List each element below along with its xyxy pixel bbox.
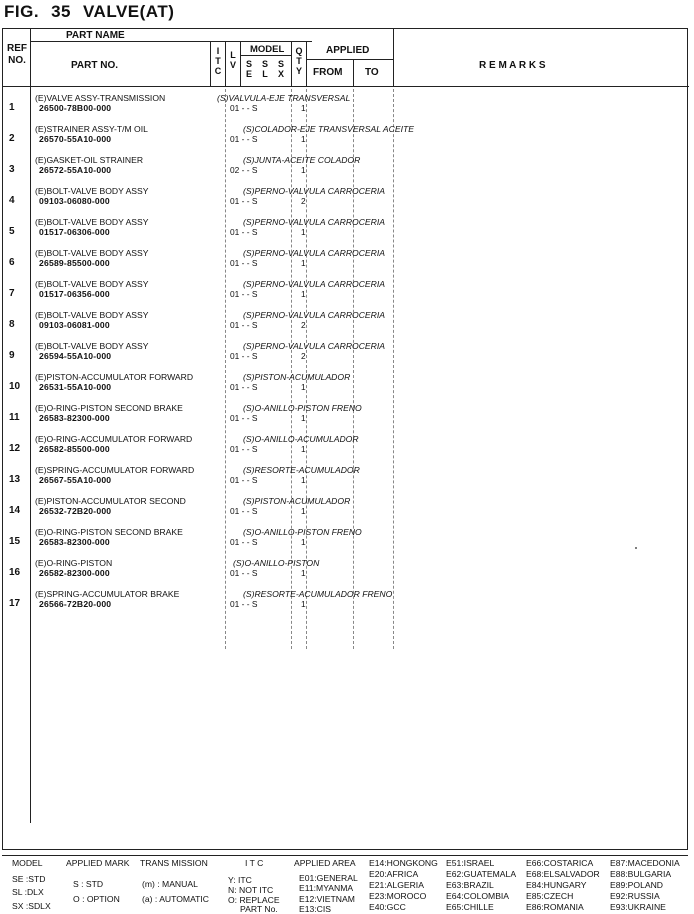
- table-row: [3, 372, 689, 403]
- spanish-description: (S)PERNO-VALVULA CARROCERIA: [243, 341, 385, 351]
- ref-number: 10: [9, 381, 21, 392]
- part-description: (E)O-RING-PISTON: [35, 558, 113, 568]
- quantity: 1: [301, 165, 306, 175]
- table-row: [3, 403, 689, 434]
- legend-applied-mark-item: O : OPTION: [73, 894, 120, 904]
- legend-area-item: E12:VIETNAM: [299, 894, 355, 904]
- quantity: 1: [301, 413, 306, 423]
- header-part-no: PART NO.: [71, 60, 119, 71]
- part-description: (E)PISTON-ACCUMULATOR FORWARD: [35, 372, 194, 382]
- ref-number: 4: [9, 195, 15, 206]
- legend-model-item: SX :SDLX: [12, 901, 51, 911]
- part-description: (E)GASKET-OIL STRAINER: [35, 155, 144, 165]
- part-description: (E)O-RING-PISTON SECOND BRAKE: [35, 527, 183, 537]
- ref-number: 7: [9, 288, 15, 299]
- spanish-description: (S)O-ANILLO-PISTON: [233, 558, 320, 568]
- spanish-description: (S)PISTON-ACUMULADOR: [243, 372, 351, 382]
- quantity: 2: [301, 320, 306, 330]
- ref-number: 9: [9, 350, 15, 361]
- model-codes: 01 - - S: [230, 444, 258, 454]
- quantity: 2: [301, 196, 306, 206]
- table-row: [3, 248, 689, 279]
- speck: [635, 547, 637, 549]
- ref-number: 3: [9, 164, 15, 175]
- spanish-description: (S)O-ANILLO-PISTON FRENO: [243, 527, 362, 537]
- model-codes: 01 - - S: [230, 134, 258, 144]
- divider-applied-sub: [306, 59, 393, 60]
- divider-applied: [306, 41, 307, 86]
- legend-model-item: SE :STD: [12, 874, 46, 884]
- model-codes: 01 - - S: [230, 599, 258, 609]
- table-row: [3, 527, 689, 558]
- table-row: [3, 279, 689, 310]
- legend-applied-mark-item: S : STD: [73, 879, 104, 889]
- divider-model: [240, 41, 241, 86]
- model-codes: 01 - - S: [230, 351, 258, 361]
- quantity: 1: [301, 599, 306, 609]
- legend-area-item: E11:MYANMA: [299, 883, 354, 893]
- model-codes: 01 - - S: [230, 475, 258, 485]
- legend-area-item: E88:BULGARIA: [610, 869, 672, 879]
- parts-table: [2, 28, 688, 850]
- ref-number: 11: [9, 412, 20, 423]
- model-codes: 01 - - S: [230, 196, 258, 206]
- figure-name: VALVE(AT): [82, 2, 175, 21]
- divider-remarks: [393, 29, 394, 86]
- legend-area-item: E14:HONGKONG: [369, 858, 438, 868]
- legend-area-item: E51:ISRAEL: [446, 858, 495, 868]
- divider-partname: [30, 41, 312, 42]
- legend-area-item: E87:MACEDONIA: [610, 858, 680, 868]
- legend-area-item: E65:CHILLE: [446, 902, 494, 912]
- ref-number: 6: [9, 257, 15, 268]
- table-row: [3, 155, 689, 186]
- header-model-sl: S L: [261, 59, 268, 79]
- header-lv: L V: [229, 50, 236, 70]
- figure-title: [4, 2, 186, 22]
- part-number: 26500-78B00-000: [39, 103, 112, 113]
- table-row: [3, 558, 689, 589]
- spanish-description: (S)PERNO-VALVULA CARROCERIA: [243, 217, 385, 227]
- spanish-description: (S)COLADOR-EJE TRANSVERSAL ACEITE: [243, 124, 414, 134]
- model-codes: 01 - - S: [230, 382, 258, 392]
- table-row: [3, 186, 689, 217]
- header-ref-no: REF NO.: [7, 43, 27, 66]
- part-description: (E)BOLT-VALVE BODY ASSY: [35, 279, 149, 289]
- quantity: 1: [301, 444, 306, 454]
- quantity: 1: [301, 227, 306, 237]
- part-description: (E)PISTON-ACCUMULATOR SECOND: [35, 496, 186, 506]
- part-number: 26594-55A10-000: [39, 351, 112, 361]
- model-codes: 01 - - S: [230, 289, 258, 299]
- part-number: 26570-55A10-000: [39, 134, 112, 144]
- ref-number: 13: [9, 474, 21, 485]
- model-codes: 01 - - S: [230, 320, 258, 330]
- model-codes: 01 - - S: [230, 537, 258, 547]
- legend: [2, 855, 688, 912]
- part-number: 09103-06081-000: [39, 320, 110, 330]
- part-description: (E)BOLT-VALVE BODY ASSY: [35, 186, 149, 196]
- divider-from-to: [353, 59, 354, 86]
- spanish-description: (S)JUNTA-ACEITE COLADOR: [243, 155, 361, 165]
- divider-model-sub: [240, 55, 291, 56]
- spanish-description: (S)PISTON-ACUMULADOR: [243, 496, 351, 506]
- part-description: (E)BOLT-VALVE BODY ASSY: [35, 217, 149, 227]
- model-codes: 01 - - S: [230, 413, 258, 423]
- legend-area-item: E84:HUNGARY: [526, 880, 587, 890]
- figure-label: FIG.: [4, 2, 40, 21]
- spanish-description: (S)O-ANILLO-PISTON FRENO: [243, 403, 362, 413]
- ref-number: 12: [9, 443, 21, 454]
- legend-area-item: E23:MOROCO: [369, 891, 427, 901]
- legend-itc-item: PART No.: [240, 904, 278, 914]
- quantity: 1: [301, 103, 306, 113]
- quantity: 1: [301, 134, 306, 144]
- legend-area-item: E63:BRAZIL: [446, 880, 494, 890]
- table-row: [3, 434, 689, 465]
- ref-number: 8: [9, 319, 15, 330]
- table-row: [3, 341, 689, 372]
- legend-itc-item: Y: ITC: [228, 875, 252, 885]
- quantity: 1: [301, 475, 306, 485]
- part-description: (E)O-RING-ACCUMULATOR FORWARD: [35, 434, 193, 444]
- quantity: 1: [301, 537, 306, 547]
- header-model-se: S E: [245, 59, 252, 79]
- header-itc: I T C: [214, 46, 222, 76]
- quantity: 2: [301, 351, 306, 361]
- legend-area-item: E64:COLOMBIA: [446, 891, 510, 901]
- part-description: (E)SPRING-ACCUMULATOR FORWARD: [35, 465, 195, 475]
- part-description: (E)BOLT-VALVE BODY ASSY: [35, 310, 149, 320]
- header-from: FROM: [313, 67, 343, 78]
- part-description: (E)VALVE ASSY-TRANSMISSION: [35, 93, 166, 103]
- header-to: TO: [365, 67, 379, 78]
- quantity: 1: [301, 568, 306, 578]
- table-row: [3, 465, 689, 496]
- ref-number: 5: [9, 226, 15, 237]
- part-number: 26582-85500-000: [39, 444, 110, 454]
- ref-number: 2: [9, 133, 15, 144]
- spanish-description: (S)RESORTE-ACUMULADOR FRENO: [243, 589, 393, 599]
- legend-area-item: E20:AFRICA: [369, 869, 419, 879]
- legend-area-title: APPLIED AREA: [294, 858, 356, 868]
- part-number: 26583-82300-000: [39, 537, 110, 547]
- header-remarks: R E M A R K S: [479, 60, 546, 71]
- quantity: 1: [301, 382, 306, 392]
- ref-number: 1: [9, 102, 15, 113]
- spanish-description: (S)VALVULA-EJE TRANSVERSAL: [217, 93, 351, 103]
- part-description: (E)BOLT-VALVE BODY ASSY: [35, 248, 149, 258]
- legend-area-item: E21:ALGERIA: [369, 880, 424, 890]
- part-number: 26567-55A10-000: [39, 475, 112, 485]
- part-description: (E)BOLT-VALVE BODY ASSY: [35, 341, 149, 351]
- header-applied: APPLIED: [326, 45, 370, 56]
- part-description: (E)SPRING-ACCUMULATOR BRAKE: [35, 589, 180, 599]
- spanish-description: (S)PERNO-VALVULA CARROCERIA: [243, 248, 385, 258]
- legend-itc-title: I T C: [245, 858, 264, 868]
- legend-applied-mark-title: APPLIED MARK: [66, 858, 130, 868]
- legend-area-item: E62:GUATEMALA: [446, 869, 517, 879]
- model-codes: 01 - - S: [230, 103, 258, 113]
- ref-number: 15: [9, 536, 21, 547]
- legend-area-item: E40:GCC: [369, 902, 406, 912]
- spanish-description: (S)RESORTE-ACUMULADOR: [243, 465, 360, 475]
- model-codes: 02 - - S: [230, 165, 258, 175]
- spanish-description: (S)O-ANILLO-ACUMULADOR: [243, 434, 359, 444]
- ref-number: 16: [9, 567, 21, 578]
- legend-trans-item: (a) : AUTOMATIC: [142, 894, 210, 904]
- table-row: [3, 93, 689, 124]
- part-number: 26572-55A10-000: [39, 165, 112, 175]
- legend-area-item: E01:GENERAL: [299, 873, 358, 883]
- part-number: 01517-06356-000: [39, 289, 110, 299]
- legend-area-item: E93:UKRAINE: [610, 902, 666, 912]
- spanish-description: (S)PERNO-VALVULA CARROCERIA: [243, 279, 385, 289]
- spanish-description: (S)PERNO-VALVULA CARROCERIA: [243, 186, 385, 196]
- figure-number: 35: [51, 2, 71, 21]
- part-description: (E)STRAINER ASSY-T/M OIL: [35, 124, 148, 134]
- legend-trans-item: (m) : MANUAL: [142, 879, 198, 889]
- header-qty: Q T Y: [295, 46, 303, 76]
- model-codes: 01 - - S: [230, 568, 258, 578]
- legend-itc-item: O: REPLACE: [228, 895, 280, 905]
- legend-area-item: E89:POLAND: [610, 880, 664, 890]
- table-row: [3, 589, 689, 620]
- ref-number: 17: [9, 598, 21, 609]
- legend-itc-item: N: NOT ITC: [228, 885, 274, 895]
- model-codes: 01 - - S: [230, 227, 258, 237]
- legend-area-item: E66:COSTARICA: [526, 858, 594, 868]
- header-model: MODEL: [250, 44, 285, 55]
- quantity: 1: [301, 289, 306, 299]
- model-codes: 01 - - S: [230, 258, 258, 268]
- legend-area-item: E92:RUSSIA: [610, 891, 660, 901]
- part-number: 26582-82300-000: [39, 568, 110, 578]
- legend-area-item: E86:ROMANIA: [526, 902, 584, 912]
- table-row: [3, 496, 689, 527]
- legend-model-item: SL :DLX: [12, 887, 44, 897]
- part-number: 26583-82300-000: [39, 413, 110, 423]
- header-part-name: PART NAME: [66, 30, 125, 41]
- ref-number: 14: [9, 505, 21, 516]
- legend-area-item: E85:CZECH: [526, 891, 574, 901]
- spanish-description: (S)PERNO-VALVULA CARROCERIA: [243, 310, 385, 320]
- header-model-sx: S X: [277, 59, 284, 79]
- part-number: 26531-55A10-000: [39, 382, 112, 392]
- part-number: 26589-85500-000: [39, 258, 110, 268]
- quantity: 1: [301, 506, 306, 516]
- part-number: 26532-72B20-000: [39, 506, 112, 516]
- table-row: [3, 310, 689, 341]
- legend-area-item: E13:CIS: [299, 904, 332, 914]
- quantity: 1: [301, 258, 306, 268]
- part-description: (E)O-RING-PISTON SECOND BRAKE: [35, 403, 183, 413]
- table-row: [3, 124, 689, 155]
- legend-area-item: E68:ELSALVADOR: [526, 869, 600, 879]
- model-codes: 01 - - S: [230, 506, 258, 516]
- legend-model-title: MODEL: [12, 858, 43, 868]
- legend-trans-title: TRANS MISSION: [140, 858, 208, 868]
- table-row: [3, 217, 689, 248]
- part-number: 09103-06080-000: [39, 196, 110, 206]
- part-number: 01517-06306-000: [39, 227, 110, 237]
- divider-header-bottom: [3, 86, 689, 87]
- part-number: 26566-72B20-000: [39, 599, 112, 609]
